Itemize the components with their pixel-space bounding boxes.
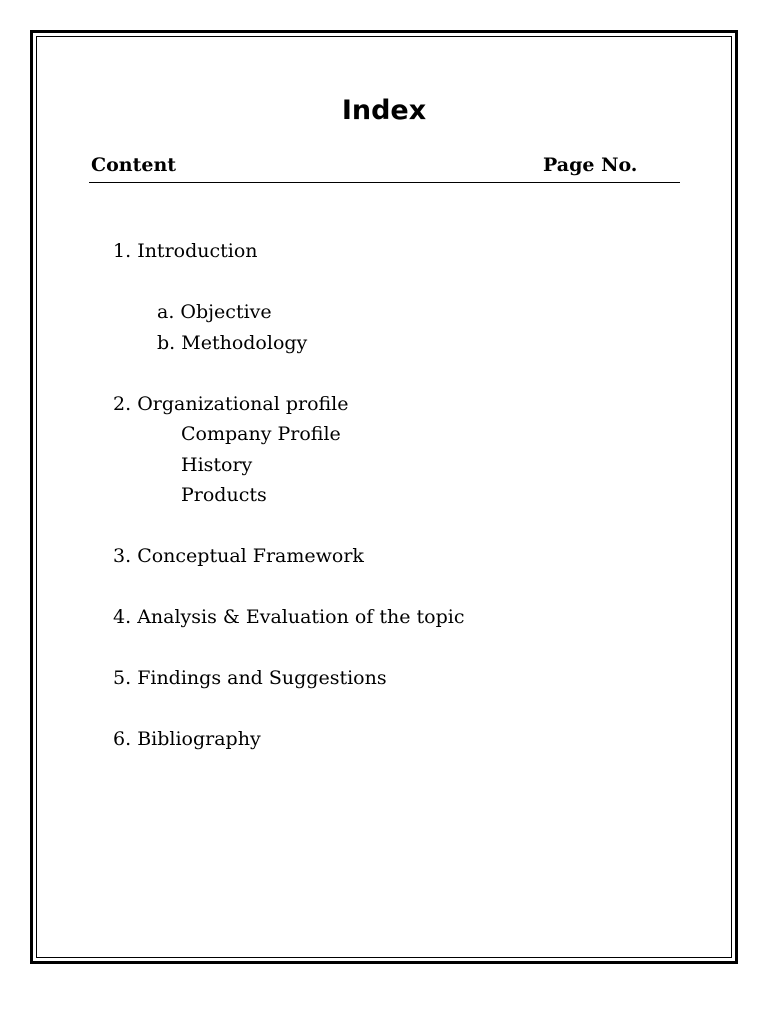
entry-number: 4. <box>113 606 132 628</box>
content-column-header: Content <box>91 154 177 176</box>
entry-text: Methodology <box>181 332 308 354</box>
entry-number: 5. <box>113 667 132 689</box>
entry-text: Organizational profile <box>137 393 349 415</box>
entry-text: Analysis & Evaluation of the topic <box>137 606 465 628</box>
entry-text: Conceptual Framework <box>137 545 364 567</box>
index-entry-objective <box>157 299 272 325</box>
index-entry-analysis-evaluation <box>113 604 464 630</box>
index-entry-methodology <box>157 330 307 356</box>
entry-letter: a. <box>157 301 175 323</box>
index-subentry-products: Products <box>181 484 267 506</box>
entry-text: Bibliography <box>137 728 261 750</box>
entry-letter: b. <box>157 332 176 354</box>
entry-text: Objective <box>180 301 272 323</box>
entry-text: Introduction <box>137 240 258 262</box>
index-entry-bibliography <box>113 726 261 752</box>
entry-text: Findings and Suggestions <box>137 667 387 689</box>
header-divider <box>89 182 680 183</box>
page-number-column-header: Page No. <box>543 154 638 176</box>
page-title: Index <box>341 95 427 126</box>
entry-number: 2. <box>113 393 132 415</box>
index-subentry-company-profile: Company Profile <box>181 423 341 445</box>
index-entry-conceptual-framework <box>113 543 364 569</box>
entry-number: 1. <box>113 240 132 262</box>
index-subentry-history: History <box>181 454 253 476</box>
entry-number: 3. <box>113 545 132 567</box>
index-entry-introduction <box>113 238 258 264</box>
index-entry-findings-suggestions <box>113 665 387 691</box>
index-entry-organizational-profile <box>113 391 349 417</box>
entry-number: 6. <box>113 728 132 750</box>
